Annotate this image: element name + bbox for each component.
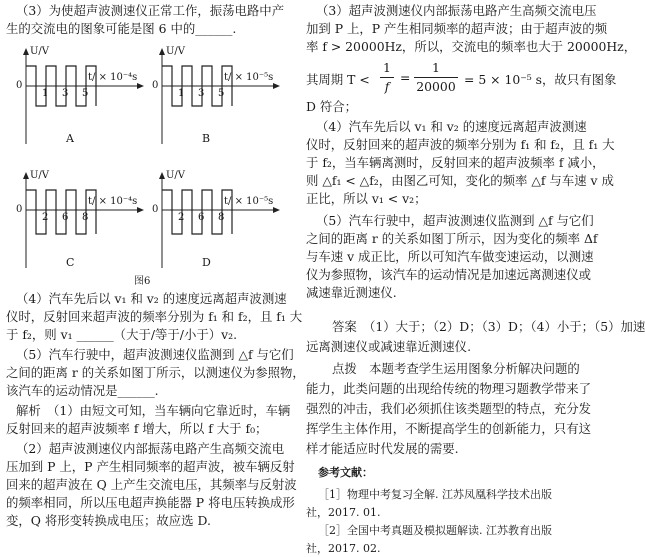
q5-line: （5）汽车行驶中，超声波测速仪监测到 △f 与它们	[16, 347, 294, 362]
reference-line: ［2］全国中考真题及模拟题解读. 江苏教育出版	[318, 524, 552, 537]
analysis-line: 变，Q 将形变转换成电压；故应选 D.	[6, 513, 211, 528]
p3-line: 加到 P 上，P 产生相同频率的超声波；由于超声波的频	[306, 21, 608, 36]
frac2-num: 1	[432, 60, 440, 75]
graph-c-tick: 6	[62, 212, 69, 223]
period-formula	[306, 60, 617, 96]
graph-a-label: A	[66, 132, 74, 145]
q5-line: 之间的距离 r 的关系如图丁所示，以测速仪为参照物，	[6, 365, 305, 380]
analysis-line: 回来的超声波在 Q 上产生交流电压，其频率与反射波	[6, 477, 297, 492]
p4-line: 于 f₂，当车辆离测时，反射回来的超声波频率 f 减小，	[306, 155, 605, 170]
p3-end: D 符合；	[306, 99, 358, 114]
graph-b-origin: 0	[152, 80, 159, 91]
graph-d-tick: 2	[178, 212, 185, 223]
graph-c-xlabel: t/ × 10⁻⁴s	[88, 196, 138, 207]
graph-a-svg	[16, 46, 146, 146]
analysis-line: 的频率相同，所以压电超声换能器 P 将电压转换成形	[6, 495, 295, 510]
graph-a-tick: 3	[62, 88, 69, 99]
graph-c-label: C	[66, 256, 75, 269]
comment-line: 能力，此类问题的出现给传统的物理习题教学带来了	[306, 381, 591, 396]
graph-a-xlabel: t/ × 10⁻⁴s	[88, 72, 138, 83]
graph-a-ylabel: U/V	[30, 46, 50, 57]
graph-a-tick: 5	[82, 88, 89, 99]
graph-b-tick: 1	[178, 88, 185, 99]
graph-c	[16, 170, 146, 270]
graph-b-ylabel: U/V	[166, 46, 186, 57]
graph-d-label: D	[202, 256, 211, 269]
graph-c-tick: 2	[42, 212, 49, 223]
graph-d-origin: 0	[152, 204, 159, 215]
q3-line: 生的交流电的图象可能是图 6 中的______.	[6, 21, 237, 36]
graph-c-svg	[16, 170, 146, 270]
p5-line: 与车速 v 成正比，所以可知汽车做变速运动，以测速	[306, 249, 594, 264]
p5-line: 之间的距离 r 的关系如图丁所示，因为变化的频率 Δf	[306, 231, 598, 246]
graph-c-origin: 0	[16, 204, 23, 215]
q5-line: 该汽车的运动情况是______.	[6, 383, 159, 398]
references-title: 参考文献：	[318, 466, 373, 479]
frac1-den: f	[384, 79, 390, 94]
q4-line: （4）汽车先后以 v₁ 和 v₂ 的速度远离超声波测速	[16, 291, 287, 306]
graph-d-tick: 6	[198, 212, 205, 223]
answer-line: 答案 （1）大于；（2）D；（3）D；（4）小于；（5）加速	[332, 319, 645, 334]
frac1-num: 1	[383, 60, 391, 75]
analysis-line: （2）超声波测速仪内部振荡电路产生高频交流电	[16, 441, 285, 456]
analysis-line: 反射回来的超声波频率 f 增大，所以 f 大于 f₀；	[6, 421, 268, 436]
period-eq: =	[400, 70, 411, 85]
p5-line: （5）汽车行驶中，超声波测速仪监测到 △f 与它们	[316, 213, 594, 228]
p4-line: （4）汽车先后以 v₁ 和 v₂ 的速度远离超声波测速	[316, 119, 587, 134]
q4-line: 于 f₂，则 v₁ ______（大于/等于/小于）v₂.	[6, 327, 238, 342]
graph-b-svg	[152, 46, 282, 146]
graph-a-origin: 0	[16, 80, 23, 91]
p5-line: 减速靠近测速仪.	[306, 285, 397, 300]
frac2-den: 20000	[416, 79, 456, 94]
reference-line: 社，2017. 01.	[306, 506, 381, 519]
graph-d-tick: 8	[218, 212, 225, 223]
q4-line: 仪时，反射回来超声波的频率分别为 f₁ 和 f₂，且 f₁ 大	[6, 309, 303, 324]
analysis-line: 解析 （1）由短文可知，当车辆向它靠近时，车辆	[16, 403, 291, 418]
reference-line: ［1］物理中考复习全解. 江苏凤凰科学技术出版	[318, 488, 552, 501]
graph-d	[152, 170, 282, 270]
p4-line: 正比，所以 v₁ < v₂；	[306, 191, 427, 206]
graph-a-tick: 1	[42, 88, 49, 99]
graph-b-xlabel: t/ × 10⁻⁵s	[224, 72, 274, 83]
period-post: = 5 × 10⁻⁵ s，故只有图象	[464, 72, 617, 87]
graph-a	[16, 46, 146, 146]
graph-c-tick: 8	[82, 212, 89, 223]
comment-line: 点拨 本题考查学生运用图象分析解决问题的	[332, 361, 580, 376]
analysis-line: 压加到 P 上，P 产生相同频率的超声波，被车辆反射	[6, 459, 295, 474]
graph-c-ylabel: U/V	[30, 170, 50, 181]
p3-line: 率 f > 20000Hz，所以，交流电的频率也大于 20000Hz，	[306, 39, 637, 54]
graph-b	[152, 46, 282, 146]
graph-d-ylabel: U/V	[166, 170, 186, 181]
period-pre: 其周期 T <	[306, 72, 370, 87]
q3-line: （3）为使超声波测速仪正常工作，振荡电路中产	[16, 3, 285, 18]
graph-d-svg	[152, 170, 282, 270]
p5-line: 仪为参照物，该汽车的运动情况是加速远离测速仪或	[306, 267, 591, 282]
comment-line: 强烈的冲击，我们必须抓住该类题型的特点，充分发	[306, 401, 591, 416]
graph-b-label: B	[202, 132, 211, 145]
comment-line: 样才能适应时代发展的需要.	[306, 441, 459, 456]
graph-b-tick: 3	[198, 88, 205, 99]
answer-line: 远离测速仪或减速靠近测速仪.	[306, 339, 472, 354]
p4-line: 则 △f₁ < △f₂，由图乙可知，变化的频率 △f 与车速 v 成	[306, 173, 614, 188]
comment-line: 挥学生主体作用，不断提高学生的创新能力，只有这	[306, 421, 591, 436]
graph-b-tick: 5	[218, 88, 225, 99]
graph-d-xlabel: t/ × 10⁻⁵s	[224, 196, 274, 207]
p4-line: 仪时，反射回来的超声波的频率分别为 f₁ 和 f₂，且 f₁ 大	[306, 137, 615, 152]
figure-caption: 图6	[134, 276, 151, 287]
reference-line: 社，2017. 02.	[306, 542, 381, 555]
p3-line: （3）超声波测速仪内部振荡电路产生高频交流电压	[316, 3, 597, 18]
